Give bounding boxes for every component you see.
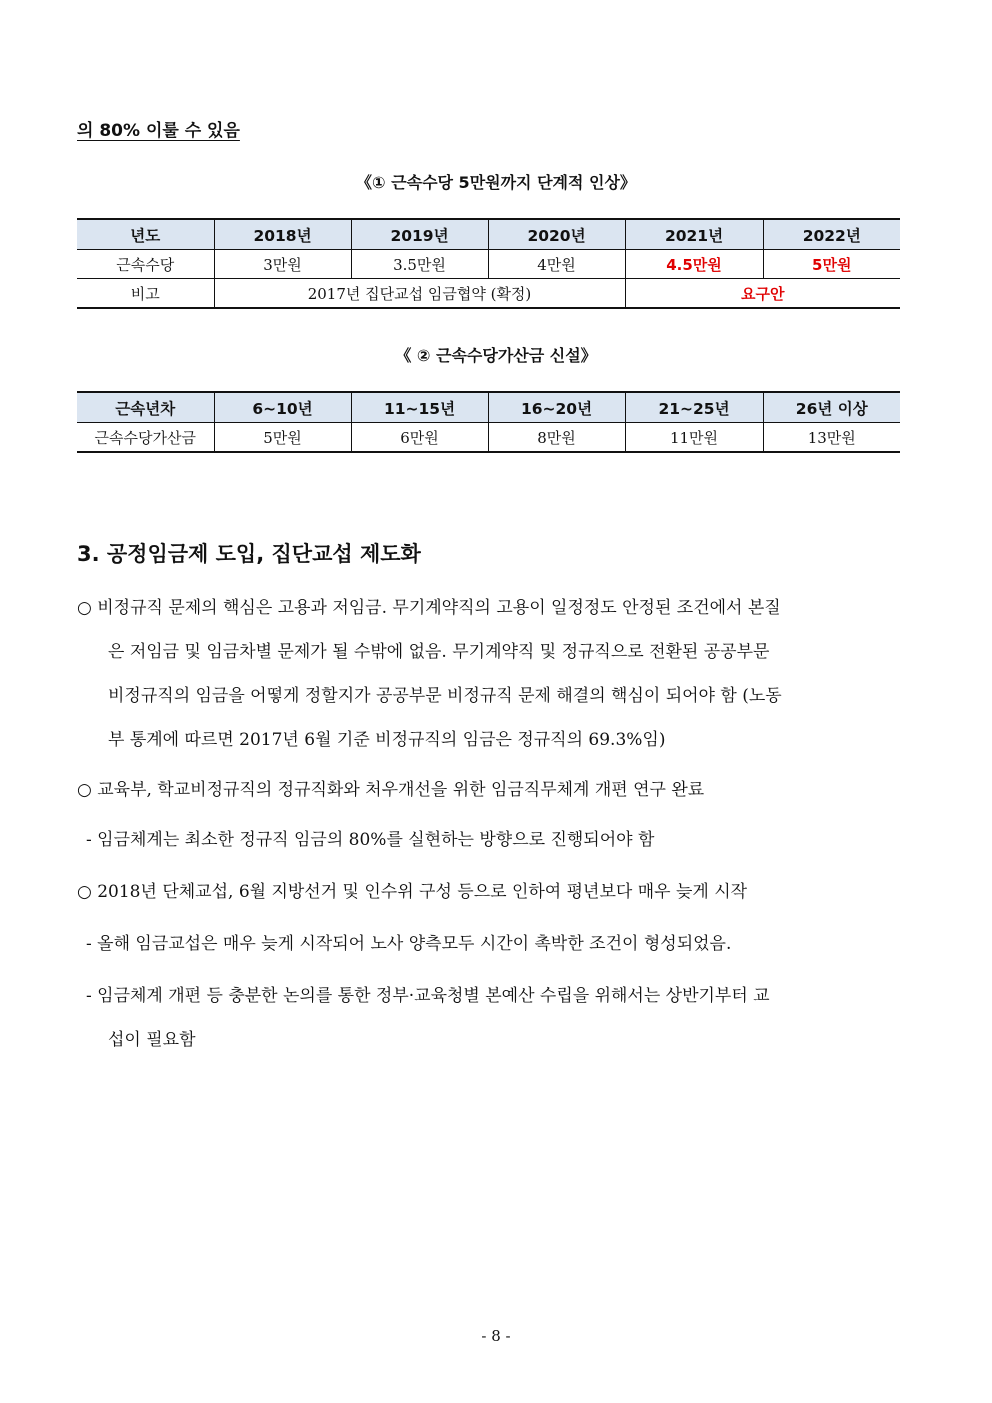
header-cell: 2020년 [488,219,625,250]
header-cell: 근속년차 [77,392,214,423]
table-cell: 6만원 [351,423,488,453]
section-heading: 3. 공정임금제 도입, 집단교섭 제도화 [77,542,421,566]
table1-caption: 《① 근속수당 5만원까지 단계적 인상》 [356,173,636,192]
bullet-item: ○ 교육부, 학교비정규직의 정규직화와 처우개선을 위한 임금직무체계 개편 연구 완료 [77,780,705,800]
header-cell: 2018년 [214,219,351,250]
paragraph-line: 은 저임금 및 임금차별 문제가 될 수밖에 없음. 무기계약직 및 정규직으로 전환된 공공부문 [108,642,770,662]
header-cell: 21~25년 [625,392,763,423]
table-row [77,423,900,453]
table-header-row [77,392,900,423]
table-row [77,250,900,279]
demand-cell: 요구안 [625,279,900,309]
header-cell: 2022년 [763,219,900,250]
header-cell: 2021년 [625,219,763,250]
dash-item: - 임금체계는 최소한 정규직 임금의 80%를 실현하는 방향으로 진행되어야 함 [86,830,655,850]
header-cell: 년도 [77,219,214,250]
header-cell: 26년 이상 [763,392,900,423]
table-header-row [77,219,900,250]
dash-item: - 올해 임금교섭은 매우 늦게 시작되어 노사 양측모두 시간이 촉박한 조건이 형성되었음. [86,934,732,954]
table-cell: 5만원 [214,423,351,453]
page-number: - 8 - [481,1327,511,1345]
paragraph-line: ○ 비정규직 문제의 핵심은 고용과 저임금. 무기계약직의 고용이 일정정도 안정된 조건에서 본질 [77,598,781,618]
bullet-item: ○ 2018년 단체교섭, 6월 지방선거 및 인수위 구성 등으로 인하여 평년보다 매우 늦게 시작 [77,882,748,902]
row-label: 비고 [77,279,214,309]
table-cell: 8만원 [488,423,625,453]
table-cell: 3만원 [214,250,351,279]
paragraph-line: 섭이 필요함 [108,1030,196,1050]
allowance-schedule-table [77,218,900,309]
highlighted-cell: 5만원 [763,250,900,279]
header-cell: 11~15년 [351,392,488,423]
dash-item: - 임금체계 개편 등 충분한 논의를 통한 정부·교육청별 본예산 수립을 위해서는 상반기부터 교 [86,986,770,1006]
header-cell: 2019년 [351,219,488,250]
paragraph-line: 비정규직의 임금을 어떻게 정할지가 공공부문 비정규직 문제 해결의 핵심이 되어야 함 (노동 [108,686,782,706]
table-row [77,279,900,309]
table-cell: 3.5만원 [351,250,488,279]
continued-text-line: 의 80% 이룰 수 있음 [77,121,240,141]
row-label: 근속수당 [77,250,214,279]
agreement-cell: 2017년 집단교섭 임금협약 (확정) [214,279,625,309]
highlighted-cell: 4.5만원 [625,250,763,279]
table-cell: 4만원 [488,250,625,279]
table2-caption: 《 ② 근속수당가산금 신설》 [395,346,597,365]
row-label: 근속수당가산금 [77,423,214,453]
table-cell: 13만원 [763,423,900,453]
table-cell: 11만원 [625,423,763,453]
seniority-bonus-table [77,391,900,453]
header-cell: 16~20년 [488,392,625,423]
paragraph-line: 부 통계에 따르면 2017년 6월 기준 비정규직의 임금은 정규직의 69.3%임) [108,730,666,750]
header-cell: 6~10년 [214,392,351,423]
